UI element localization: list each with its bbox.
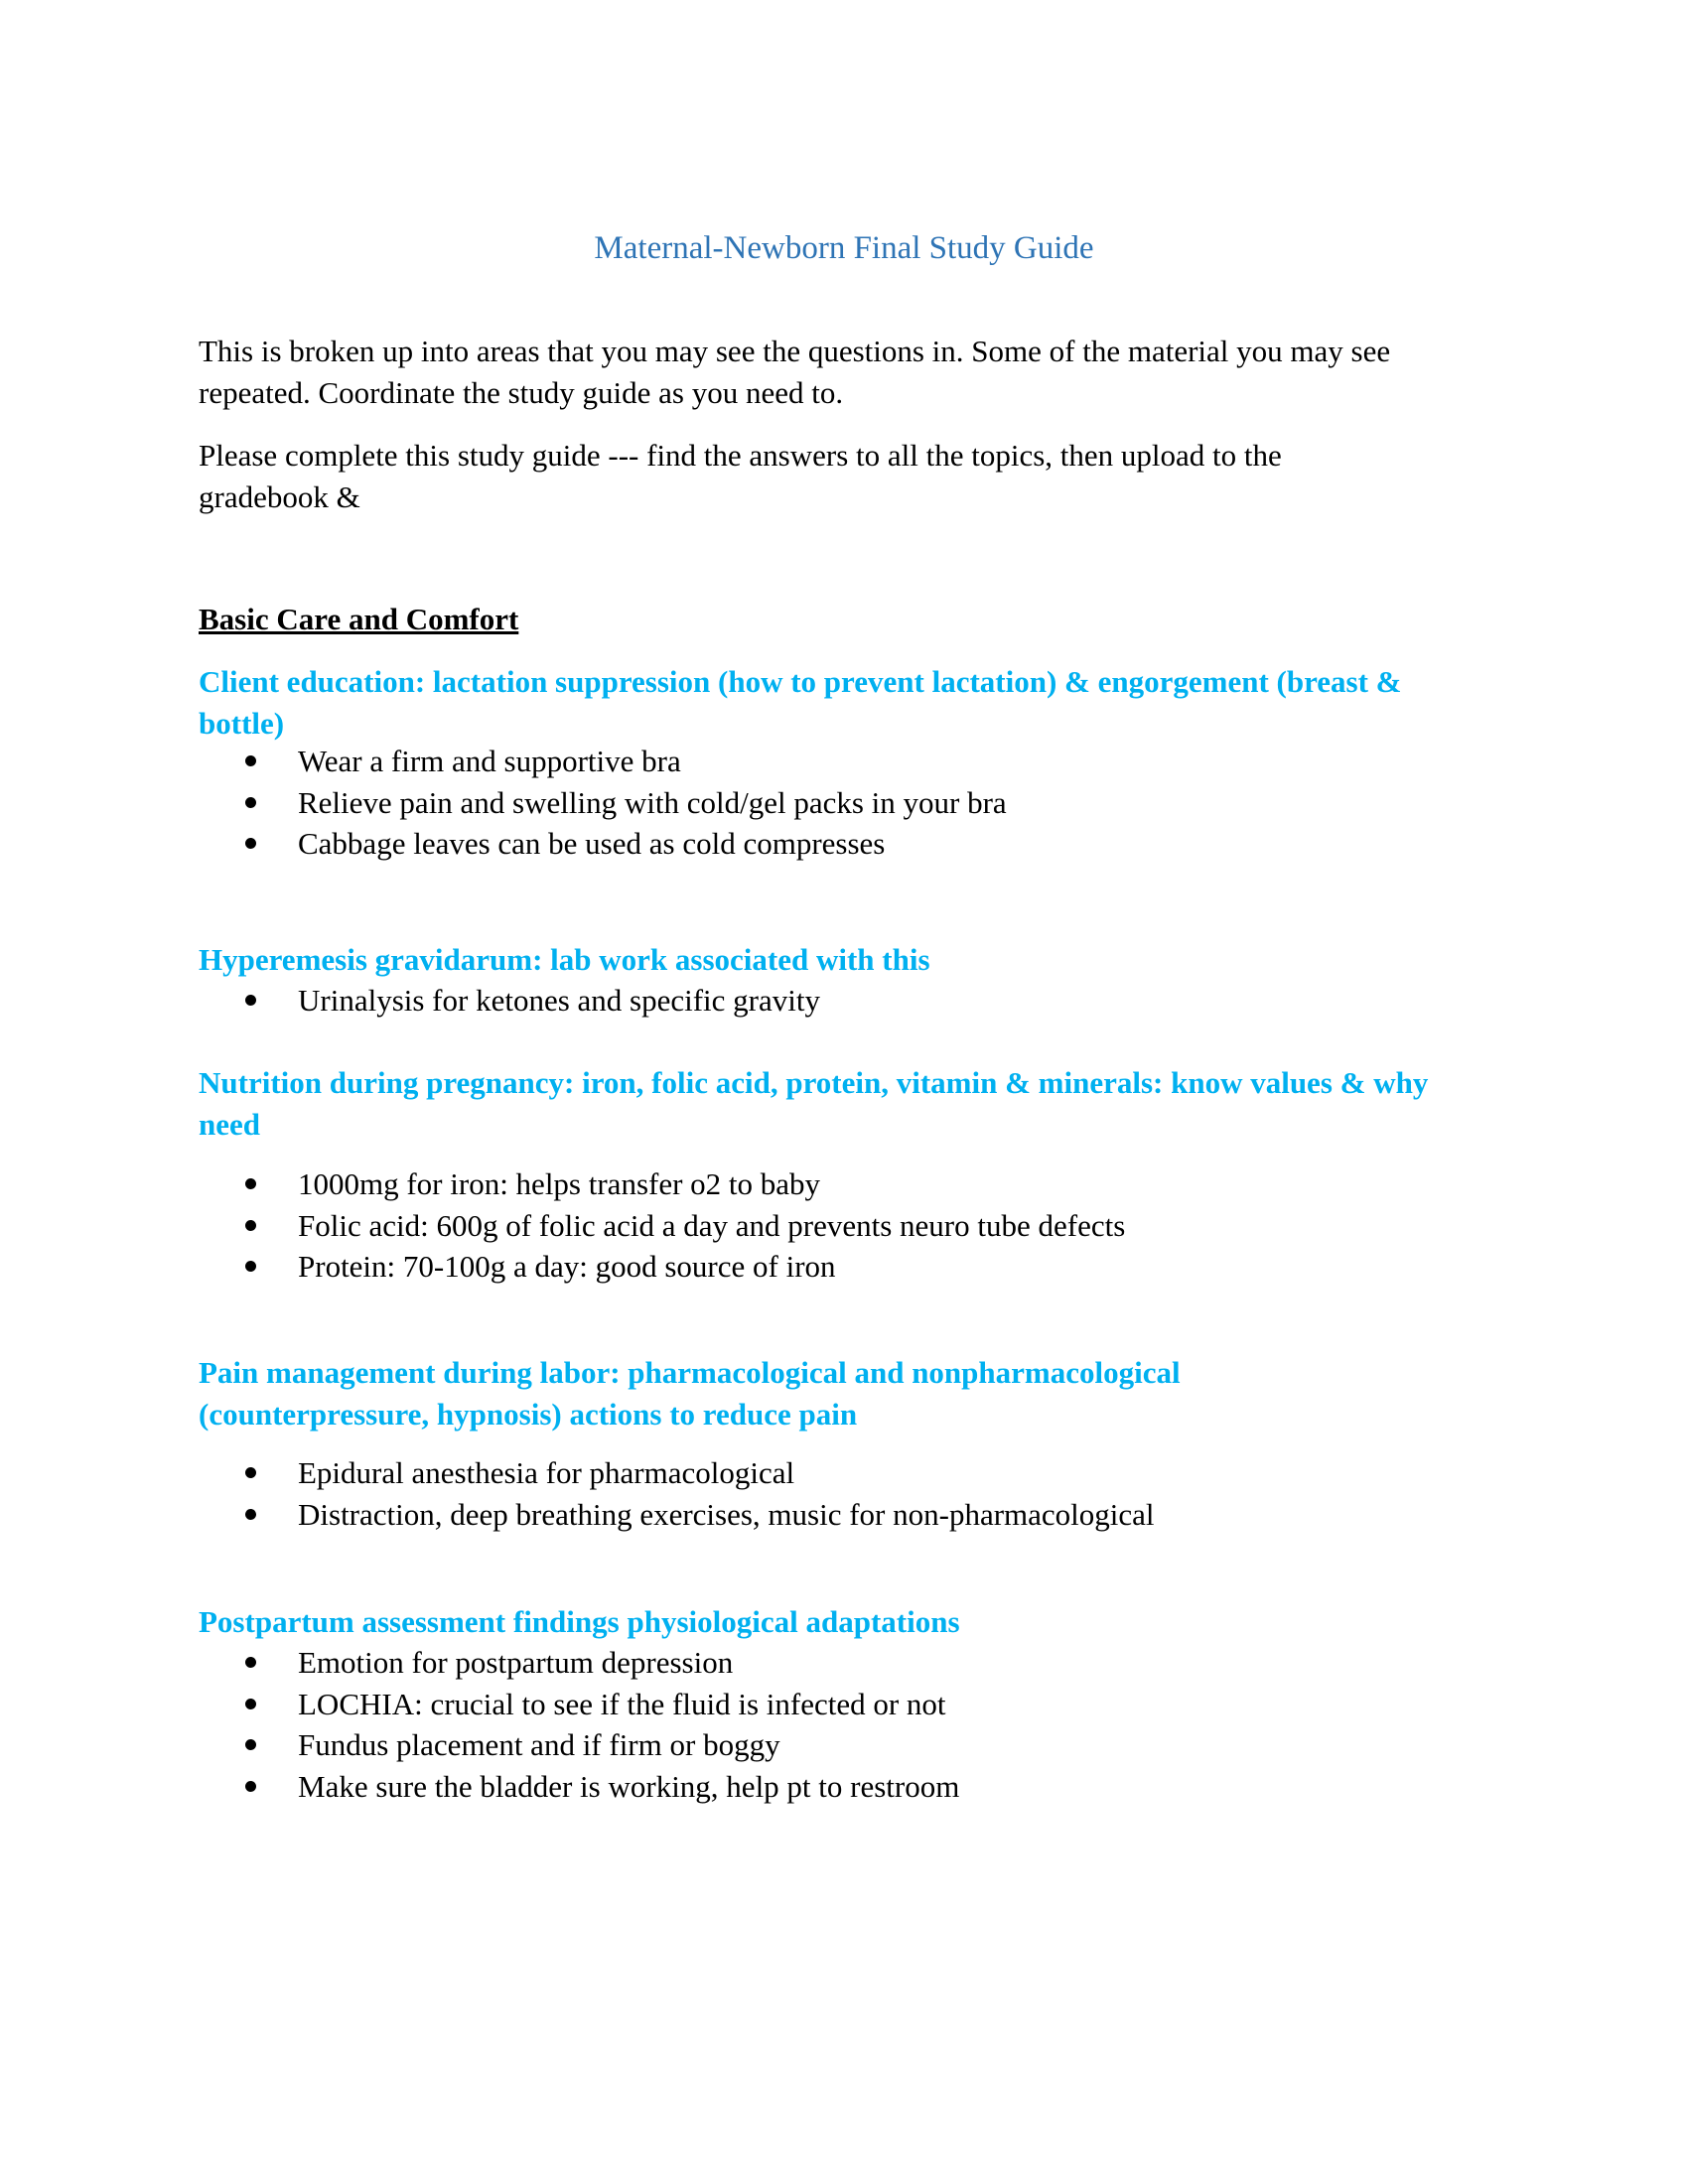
bullet-icon [245,797,256,808]
bullet-icon [245,1509,256,1520]
topic-heading-hyperemesis: Hyperemesis gravidarum: lab work associated with this [199,942,930,977]
bullet-list-hyperemesis [199,980,820,1022]
list-item: 1000mg for iron: helps transfer o2 to baby [199,1163,1125,1205]
topic-heading-lactation: Client education: lactation suppression (how to prevent lactation) & engorgement (breast & bottle) [199,664,1402,741]
bullet-icon [245,1657,256,1668]
list-item: Wear a firm and supportive bra [199,741,1007,782]
bullet-icon [245,838,256,849]
bullet-icon [245,995,256,1006]
list-item: Relieve pain and swelling with cold/gel packs in your bra [199,782,1007,824]
bullet-list-postpartum [199,1642,959,1807]
bullet-icon [245,1178,256,1189]
list-item: Cabbage leaves can be used as cold compresses [199,823,1007,865]
bullet-list-pain-management [199,1452,1155,1535]
list-item: LOCHIA: crucial to see if the fluid is infected or not [199,1684,959,1725]
topic-heading-nutrition: Nutrition during pregnancy: iron, folic acid, protein, vitamin & minerals: know values & why need [199,1065,1429,1142]
topic-heading-postpartum: Postpartum assessment findings physiological adaptations [199,1604,960,1639]
document-title: Maternal-Newborn Final Study Guide [594,230,1094,266]
bullet-icon [245,1699,256,1709]
bullet-list-nutrition [199,1163,1125,1288]
list-item: Urinalysis for ketones and specific gravity [199,980,820,1022]
list-item: Folic acid: 600g of folic acid a day and prevents neuro tube defects [199,1205,1125,1247]
list-item: Protein: 70-100g a day: good source of iron [199,1246,1125,1288]
intro-paragraph-2: Please complete this study guide --- find the answers to all the topics, then upload to the gradebook & [199,438,1282,514]
list-item: Distraction, deep breathing exercises, music for non-pharmacological [199,1494,1155,1536]
bullet-icon [245,755,256,766]
bullet-icon [245,1261,256,1272]
list-item: Fundus placement and if firm or boggy [199,1724,959,1766]
list-item: Epidural anesthesia for pharmacological [199,1452,1155,1494]
bullet-icon [245,1781,256,1792]
bullet-icon [245,1739,256,1750]
topic-heading-pain-management: Pain management during labor: pharmacological and nonpharmacological (counterpressure, hypnosis) actions to reduce pain [199,1355,1181,1432]
bullet-list-lactation [199,741,1007,865]
section-heading: Basic Care and Comfort [199,602,519,636]
bullet-icon [245,1220,256,1231]
bullet-icon [245,1467,256,1478]
list-item: Make sure the bladder is working, help pt to restroom [199,1766,959,1808]
intro-paragraph-1: This is broken up into areas that you may see the questions in. Some of the material you may see repeated. Coordinate the study guide as you need to. [199,334,1391,410]
list-item: Emotion for postpartum depression [199,1642,959,1684]
